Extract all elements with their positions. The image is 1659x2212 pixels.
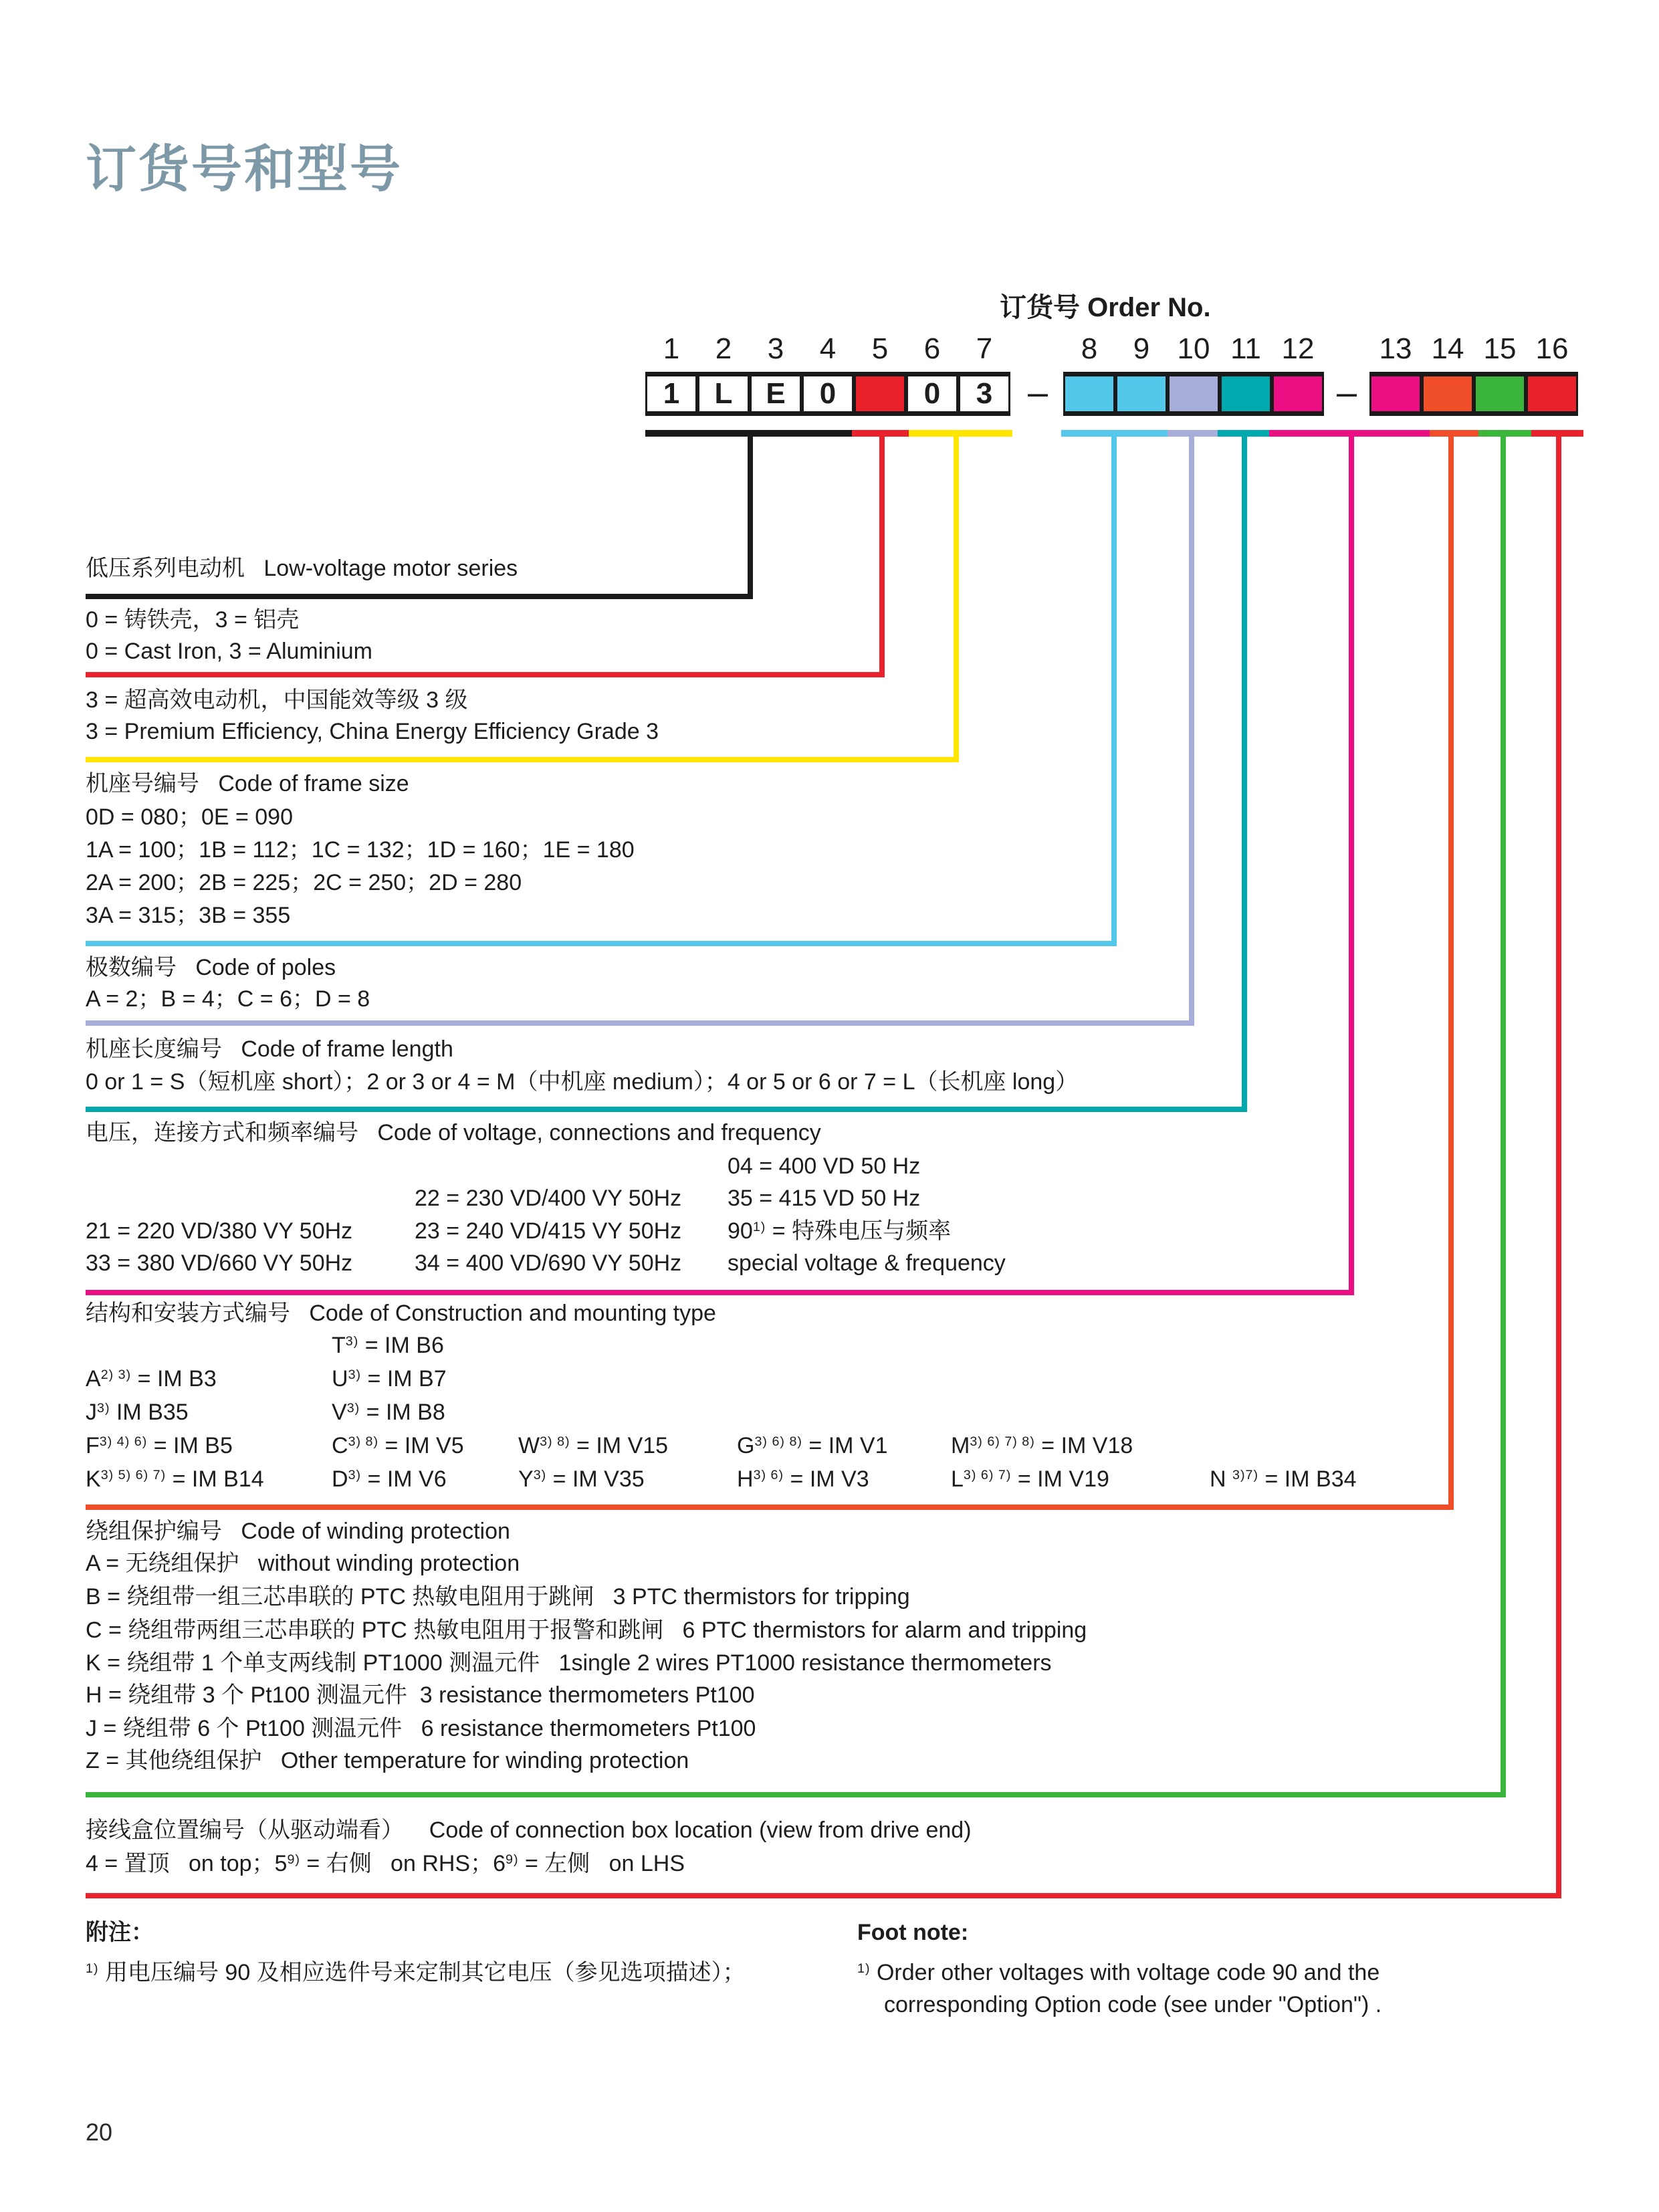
position-number: 5 <box>871 332 889 365</box>
section-winding-line: B = 绕组带一组三芯串联的 PTC 热敏电阻用于跳闸 3 PTC thermistors for tripping <box>86 1584 910 1610</box>
connector-line-poles <box>1189 433 1194 1026</box>
section-voltage-header: 电压，连接方式和频率编号 Code of voltage, connections and frequency <box>86 1120 821 1145</box>
position-number: 11 <box>1230 332 1261 365</box>
section-frame-size-rule <box>86 941 1117 946</box>
footnote-en-line: $^{1)}$ Order other voltages with voltage code 90 and the <box>857 1960 1380 1985</box>
footnote-cn-title: 附注： <box>86 1920 154 1945</box>
construction-cell: $K^{3) 5) 6) 7)}$ = IM B14 <box>86 1466 264 1492</box>
footnote-cn-line: $^{1)}$ 用电压编号 90 及相应选件号来定制其它电压（参见选项描述）； <box>86 1960 746 1985</box>
construction-cell: $A^{2) 3)}$ = IM B3 <box>86 1366 217 1392</box>
position-number: 2 <box>715 332 732 365</box>
section-connection-box-header: 接线盒位置编号（从驱动端看） Code of connection box location (view from drive end) <box>86 1817 972 1843</box>
section-housing-line: 0 = Cast Iron, 3 = Aluminium <box>86 639 372 664</box>
section-housing-line: 0 = 铸铁壳，3 = 铝壳 <box>86 607 300 633</box>
section-winding-line: K = 绕组带 1 个单支两线制 PT1000 测温元件 1single 2 wires PT1000 resistance thermometers <box>86 1650 1052 1676</box>
construction-cell: $F^{3) 4) 6)}$ = IM B5 <box>86 1433 233 1458</box>
order-code-box: 3 <box>960 376 1008 411</box>
section-frame-length-header: 机座长度编号 Code of frame length <box>86 1036 453 1062</box>
voltage-cell: 23 = 240 VD/415 VY 50Hz <box>415 1218 682 1244</box>
connector-line-construction <box>1448 433 1454 1510</box>
order-code-box: 0 <box>908 376 956 411</box>
order-no-dash: – <box>1027 372 1048 413</box>
section-frame-size-header: 机座号编号 Code of frame size <box>86 771 409 796</box>
construction-cell: $Y^{3)}$ = IM V35 <box>518 1466 645 1492</box>
position-number: 8 <box>1081 332 1098 365</box>
section-series-line: 低压系列电动机 Low-voltage motor series <box>86 556 518 581</box>
connector-line-frame-length <box>1242 433 1247 1112</box>
construction-cell: N $^{3)7)}$ = IM B34 <box>1210 1466 1357 1492</box>
position-number: 6 <box>923 332 941 365</box>
position-number: 15 <box>1483 332 1517 365</box>
section-construction-rule <box>86 1505 1454 1510</box>
voltage-cell: 04 = 400 VD 50 Hz <box>728 1153 921 1179</box>
section-efficiency-line: 3 = Premium Efficiency, China Energy Efficiency Grade 3 <box>86 719 659 744</box>
construction-cell: $J^{3)}$ IM B35 <box>86 1400 189 1425</box>
construction-cell: $D^{3)}$ = IM V6 <box>332 1466 447 1492</box>
position-number: 7 <box>976 332 993 365</box>
section-connection-box-rule <box>86 1893 1561 1898</box>
section-frame-length-rule <box>86 1107 1247 1112</box>
connector-line-voltage <box>1349 433 1354 1295</box>
construction-cell: $C^{3) 8)}$ = IM V5 <box>332 1433 464 1458</box>
connector-line-frame-size <box>1111 433 1117 946</box>
footnote-en-line: corresponding Option code (see under "Option") . <box>884 1992 1382 2017</box>
position-number: 14 <box>1431 332 1464 365</box>
connector-line-efficiency <box>954 433 959 762</box>
voltage-cell: 33 = 380 VD/660 VY 50Hz <box>86 1250 353 1276</box>
section-winding-line: C = 绕组带两组三芯串联的 PTC 热敏电阻用于报警和跳闸 6 PTC thermistors for alarm and tripping <box>86 1618 1087 1643</box>
footnote-en-title: Foot note: <box>857 1920 969 1945</box>
position-number: 4 <box>819 332 837 365</box>
position-number: 13 <box>1379 332 1412 365</box>
construction-cell: $M^{3) 6) 7) 8)}$ = IM V18 <box>951 1433 1133 1458</box>
position-number: 12 <box>1281 332 1315 365</box>
section-winding-line: H = 绕组带 3 个 Pt100 测温元件 3 resistance thermometers Pt100 <box>86 1682 755 1708</box>
section-efficiency-line: 3 = 超高效电动机，中国能效等级 3 级 <box>86 687 468 713</box>
section-poles-line: A = 2；B = 4；C = 6；D = 8 <box>86 986 370 1012</box>
construction-cell: $G^{3) 6) 8)}$ = IM V1 <box>737 1433 888 1458</box>
voltage-cell: 21 = 220 VD/380 VY 50Hz <box>86 1218 353 1244</box>
voltage-cell: 35 = 415 VD 50 Hz <box>728 1186 921 1211</box>
construction-cell: $L^{3) 6) 7)}$ = IM V19 <box>951 1466 1109 1492</box>
section-winding-rule <box>86 1792 1506 1797</box>
connector-line-connection-box <box>1556 433 1561 1898</box>
section-housing-rule <box>86 672 885 677</box>
section-winding-line: Z = 其他绕组保护 Other temperature for winding protection <box>86 1748 689 1773</box>
voltage-cell: 34 = 400 VD/690 VY 50Hz <box>415 1250 682 1276</box>
order-code-box <box>1065 376 1113 411</box>
voltage-cell: 22 = 230 VD/400 VY 50Hz <box>415 1186 682 1211</box>
construction-cell: $U^{3)}$ = IM B7 <box>332 1366 447 1392</box>
section-poles-rule <box>86 1020 1194 1026</box>
construction-cell: $T^{3)}$ = IM B6 <box>332 1333 444 1358</box>
construction-cell: $V^{3)}$ = IM B8 <box>332 1400 445 1425</box>
section-winding-line: J = 绕组带 6 个 Pt100 测温元件 6 resistance thermometers Pt100 <box>86 1716 756 1741</box>
voltage-cell: special voltage & frequency <box>728 1250 1006 1276</box>
order-code-box <box>1476 376 1524 411</box>
position-number: 1 <box>663 332 680 365</box>
connector-line-housing <box>879 433 885 677</box>
page-title: 订货号和型号 <box>86 141 403 198</box>
order-code-box: 1 <box>647 376 695 411</box>
order-code-box <box>1117 376 1166 411</box>
order-code-box <box>1274 376 1322 411</box>
construction-cell: $W^{3) 8)}$ = IM V15 <box>518 1433 669 1458</box>
position-number: 10 <box>1177 332 1210 365</box>
position-number: 9 <box>1133 332 1150 365</box>
connector-line-winding <box>1501 433 1506 1797</box>
page-number: 20 <box>86 2118 113 2146</box>
order-code-boxes-group-1 <box>645 372 1010 416</box>
section-efficiency-rule <box>86 757 959 762</box>
position-number: 3 <box>767 332 784 365</box>
section-winding-line: A = 无绕组保护 without winding protection <box>86 1551 520 1576</box>
legend-segment-construction <box>1430 430 1478 437</box>
order-code-box <box>1170 376 1218 411</box>
order-code-box: L <box>699 376 748 411</box>
voltage-cell: $90^{1)}$ = 特殊电压与频率 <box>728 1218 952 1244</box>
section-frame-size-line: 0D = 080；0E = 090 <box>86 804 294 830</box>
order-code-box <box>1371 376 1420 411</box>
section-frame-size-line: 3A = 315；3B = 355 <box>86 903 291 928</box>
order-code-box <box>1528 376 1576 411</box>
section-winding-header: 绕组保护编号 Code of winding protection <box>86 1519 510 1544</box>
order-no-dash: – <box>1336 372 1357 413</box>
connector-line-series <box>748 433 753 599</box>
order-code-boxes-group-2 <box>1063 372 1324 416</box>
order-code-boxes-group-3 <box>1369 372 1578 416</box>
section-frame-length-line: 0 or 1 = S（短机座 short）；2 or 3 or 4 = M（中机座 medium）；4 or 5 or 6 or 7 = L（长机座 long） <box>86 1069 1079 1095</box>
order-code-box <box>1222 376 1270 411</box>
section-construction-header: 结构和安装方式编号 Code of Construction and mounting type <box>86 1301 716 1326</box>
order-no-label: 订货号 Order No. <box>1000 293 1211 322</box>
order-code-box: E <box>752 376 800 411</box>
section-series-rule <box>86 594 753 599</box>
legend-segment-efficiency <box>909 430 1012 437</box>
section-poles-header: 极数编号 Code of poles <box>86 955 336 980</box>
section-voltage-rule <box>86 1290 1354 1295</box>
section-frame-size-line: 2A = 200；2B = 225；2C = 250；2D = 280 <box>86 870 522 895</box>
section-connection-box-line: 4 = 置顶 on top；$5^{9)}$ = 右侧 on RHS；$6^{9)}$ = 左侧 on LHS <box>86 1851 685 1876</box>
order-code-box <box>856 376 904 411</box>
construction-cell: $H^{3) 6)}$ = IM V3 <box>737 1466 869 1492</box>
section-frame-size-line: 1A = 100；1B = 112；1C = 132；1D = 160；1E = 180 <box>86 837 635 863</box>
order-code-box <box>1424 376 1472 411</box>
order-code-box: 0 <box>804 376 852 411</box>
position-number: 16 <box>1535 332 1569 365</box>
